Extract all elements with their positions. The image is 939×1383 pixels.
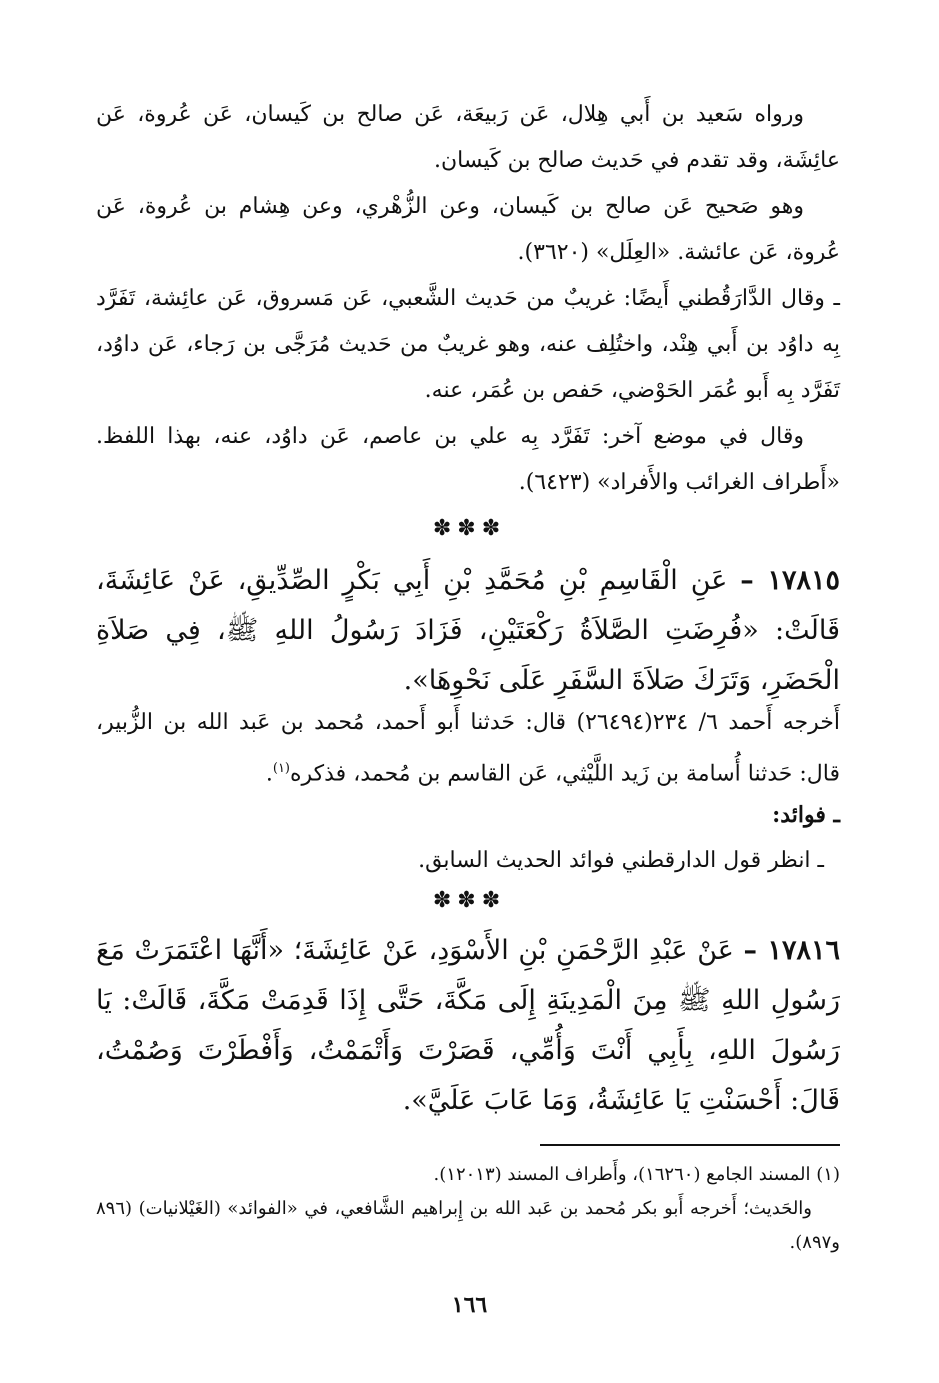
takhrij-body: أَخرجه أَحمد ٦/ ٢٣٤(٢٦٤٩٤) قال: حَدثنا أَبو أَحمد، مُحمد بن عَبد الله بن الزُّبير، قال: حَدثنا أُسامة بن زَيد اللَّيْثي، عَن القاسم بن مُحمد، فذكره — [96, 710, 840, 787]
hadith-text — [96, 556, 840, 706]
hadith-number: ١٧٨١٥ – — [740, 565, 840, 596]
footnotes — [96, 1158, 840, 1260]
hadith-17815 — [96, 556, 840, 706]
fawaid-text: ـ انظر قول الدارقطني فوائد الحديث السابق. — [418, 848, 824, 873]
hadith-text — [96, 926, 840, 1126]
fawaid-block — [96, 792, 840, 884]
paragraph: ـ وقال الدَّارَقُطني أَيضًا: غريبٌ من حَديث الشَّعبي، عَن مَسروق، عَن عائِشة، تَفَرَّد بِه داوُد بن أَبي هِنْد، واختُلِف عنه، وهو غريبٌ من حَديث مُرَجَّى بن رَجاء، عَن داوُد، تَفَرَّد بِه أَبو عُمَر الحَوْضي، حَفص بن عُمَر، عنه. — [96, 286, 840, 403]
takhrij-block — [96, 700, 840, 797]
section-separator: ✽✽✽ — [432, 888, 507, 913]
hadith-number: ١٧٨١٦ – — [743, 935, 840, 966]
paragraph: وقال في موضع آخر: تَفَرَّد بِه علي بن عاصم، عَن داوُد، عنه، بهذا اللفظ. «أَطراف الغرائب والأَفراد» (٦٤٢٣). — [96, 424, 840, 495]
hadith-17816 — [96, 926, 840, 1126]
takhrij-end: . — [265, 761, 273, 787]
footnote-divider — [540, 1144, 840, 1146]
fawaid-heading: ـ فوائد: — [772, 802, 840, 828]
footnote: (١) المسند الجامع (١٦٢٦٠)، وأَطراف المسند (١٢٠١٣). — [433, 1164, 840, 1185]
top-paragraphs — [96, 92, 840, 506]
footnote: والحَديث؛ أَخرجه أَبو بكر مُحمد بن عَبد الله بن إِبراهيم الشَّافعي، في «الفوائد» (الغَيْلانيات) (٨٩٦ و٨٩٧). — [96, 1198, 840, 1253]
hadith-body: عَنِ الْقَاسِمِ بْنِ مُحَمَّدِ بْنِ أَبِي بَكْرٍ الصِّدِّيقِ، عَنْ عَائِشَةَ، قَالَتْ: «فُرِضَتِ الصَّلاَةُ رَكْعَتَيْنِ، فَزَادَ رَسُولُ اللهِ ﷺ، فِي صَلاَةِ الْحَضَرِ، وَتَرَكَ صَلاَةَ السَّفَرِ عَلَى نَحْوِهَا». — [96, 565, 840, 696]
paragraph: ورواه سَعيد بن أَبي هِلال، عَن رَبيعَة، عَن صالح بن كَيسان، عَن عُروة، عَن عائِشَة، وقد تقدم في حَديث صالح بن كَيسان. — [96, 102, 840, 173]
footnote-ref[interactable]: (١) — [272, 761, 290, 776]
section-separator: ✽✽✽ — [432, 516, 507, 541]
paragraph: وهو صَحيح عَن صالح بن كَيسان، وعن الزُّهْري، وعن هِشام بن عُروة، عَن عُروة، عَن عائشة. «العِلَل» (٣٦٢٠). — [96, 194, 840, 265]
takhrij-text — [96, 700, 840, 797]
hadith-body: عَنْ عَبْدِ الرَّحْمَنِ بْنِ الأَسْوَدِ، عَنْ عَائِشَةَ؛ «أَنَّهَا اعْتَمَرَتْ مَعَ رَسُولِ اللهِ ﷺ مِنَ الْمَدِينَةِ إِلَى مَكَّةَ، حَتَّى إِذَا قَدِمَتْ مَكَّةَ، قَالَتْ: يَا رَسُولَ اللهِ، بِأَبِي أَنْتَ وَأُمِّي، قَصَرْتَ وَأَتْمَمْتُ، وَأَفْطَرْتَ وَصُمْتُ، قَالَ: أَحْسَنْتِ يَا عَائِشَةُ، وَمَا عَابَ عَلَيَّ». — [96, 935, 840, 1116]
page-number: ١٦٦ — [451, 1292, 488, 1318]
